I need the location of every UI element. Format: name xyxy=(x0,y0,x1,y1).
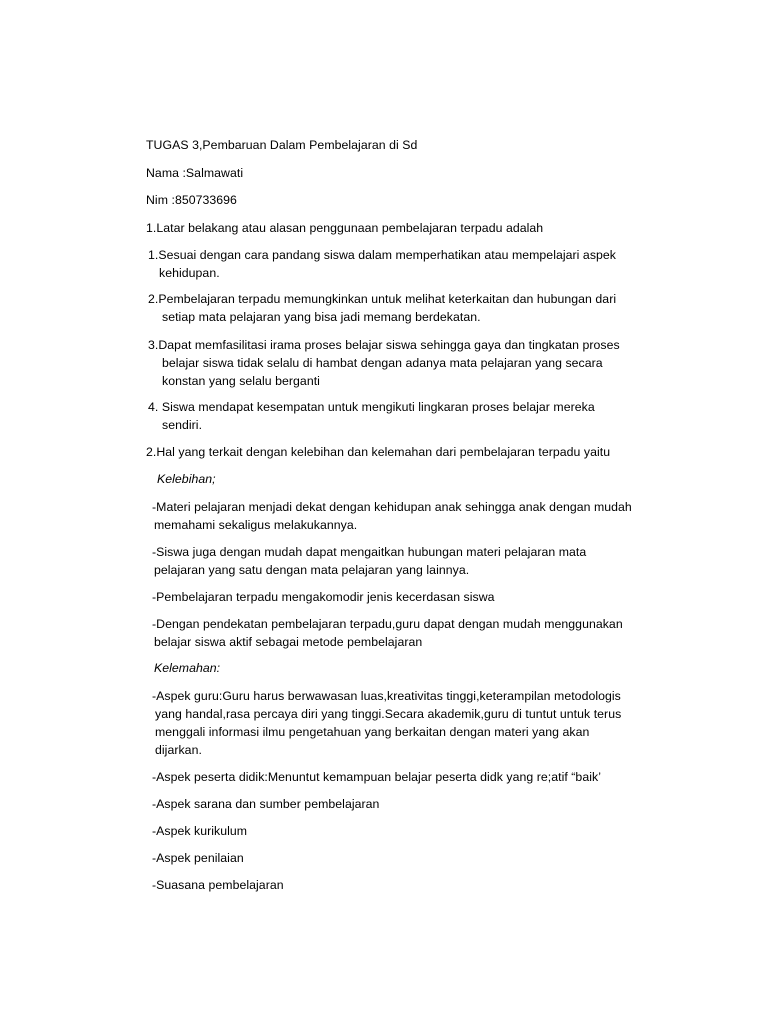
q1-item-3-line-1: 3.Dapat memfasilitasi irama proses belajar siswa sehingga gaya dan tingkatan proses xyxy=(148,338,620,352)
question-2-heading: 2.Hal yang terkait dengan kelebihan dan kelemahan dari pembelajaran terpadu yaitu xyxy=(146,445,611,459)
kelemahan-item-4: -Aspek kurikulum xyxy=(152,824,248,838)
kelebihan-item-2-line-1: -Siswa juga dengan mudah dapat mengaitkan hubungan materi pelajaran mata xyxy=(152,545,587,559)
q1-item-2-line-2: setiap mata pelajaran yang bisa jadi memang berdekatan. xyxy=(162,310,481,324)
kelebihan-item-2-line-2: pelajaran yang satu dengan mata pelajaran yang lainnya. xyxy=(154,563,470,577)
kelemahan-item-6: -Suasana pembelajaran xyxy=(152,878,284,892)
kelemahan-item-3: -Aspek sarana dan sumber pembelajaran xyxy=(152,797,380,811)
kelemahan-item-1-line-1: -Aspek guru:Guru harus berwawasan luas,kreativitas tinggi,keterampilan metodologis xyxy=(152,689,621,703)
q1-item-1-line-2: kehidupan. xyxy=(159,266,220,280)
kelemahan-item-1-line-3: menggali informasi ilmu pengetahuan yang berkaitan dengan materi yang akan xyxy=(155,725,590,739)
q1-item-1-line-1: 1.Sesuai dengan cara pandang siswa dalam memperhatikan atau mempelajari aspek xyxy=(148,248,616,262)
q1-item-4-line-2: sendiri. xyxy=(162,418,203,432)
student-name: Nama :Salmawati xyxy=(146,166,244,180)
q1-item-2-line-1: 2.Pembelajaran terpadu memungkinkan untuk melihat keterkaitan dan hubungan dari xyxy=(148,292,617,306)
kelebihan-label: Kelebihan; xyxy=(157,472,216,486)
kelemahan-item-5: -Aspek penilaian xyxy=(152,851,244,865)
q1-item-4-line-1: 4. Siswa mendapat kesempatan untuk mengikuti lingkaran proses belajar mereka xyxy=(148,400,595,414)
kelebihan-item-3: -Pembelajaran terpadu mengakomodir jenis kecerdasan siswa xyxy=(152,590,495,604)
kelemahan-item-2: -Aspek peserta didik:Menuntut kemampuan belajar peserta didk yang re;atif “baik’ xyxy=(152,770,601,784)
student-nim: Nim :850733696 xyxy=(146,193,237,207)
kelebihan-item-4-line-2: belajar siswa aktif sebagai metode pembelajaran xyxy=(154,635,423,649)
q1-item-3-line-3: konstan yang selalu berganti xyxy=(162,374,320,388)
kelebihan-item-1-line-2: memahami sekaligus melakukannya. xyxy=(154,518,358,532)
kelemahan-label: Kelemahan: xyxy=(154,661,221,675)
kelemahan-item-1-line-4: dijarkan. xyxy=(155,743,202,757)
question-1-heading: 1.Latar belakang atau alasan penggunaan pembelajaran terpadu adalah xyxy=(146,221,544,235)
kelebihan-item-4-line-1: -Dengan pendekatan pembelajaran terpadu,guru dapat dengan mudah menggunakan xyxy=(152,617,623,631)
q1-item-3-line-2: belajar siswa tidak selalu di hambat dengan adanya mata pelajaran yang secara xyxy=(162,356,603,370)
document-title: TUGAS 3,Pembaruan Dalam Pembelajaran di Sd xyxy=(146,138,418,152)
kelebihan-item-1-line-1: -Materi pelajaran menjadi dekat dengan kehidupan anak sehingga anak dengan mudah xyxy=(152,500,632,514)
kelemahan-item-1-line-2: yang handal,rasa percaya diri yang tinggi.Secara akademik,guru di tuntut untuk terus xyxy=(155,707,622,721)
